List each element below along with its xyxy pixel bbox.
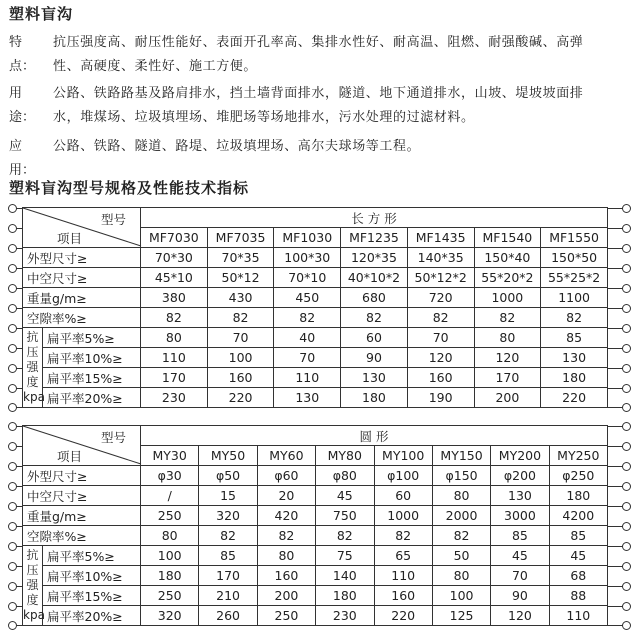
table1-cell: 380 [141, 288, 208, 308]
spec-title: 塑料盲沟型号规格及性能技术指标 [9, 179, 250, 197]
table2-strength-label [23, 546, 43, 626]
table2-cell: 4200 [549, 506, 607, 526]
table2-model-0: MY30 [141, 446, 199, 466]
rail-circle [8, 422, 17, 431]
strength-label-char: 度 [26, 375, 39, 389]
table-row [23, 506, 608, 526]
rail-circle [622, 442, 631, 451]
table2-header-diagonal-cell [23, 426, 141, 466]
table1-cell: 220 [207, 388, 274, 408]
table1-cell: 60 [341, 328, 408, 348]
table2-cell: 85 [491, 526, 549, 546]
table1-cell: 120 [474, 348, 541, 368]
table2-cell: 250 [257, 606, 315, 626]
table1-strength-row-label: 扁平率15%≥ [43, 368, 141, 388]
rail-circle [622, 522, 631, 531]
table-row [23, 268, 608, 288]
table2-cell: 110 [374, 566, 432, 586]
table2-cell: 80 [432, 566, 490, 586]
table1-cell: 50*12 [207, 268, 274, 288]
table2-cell: 250 [141, 506, 199, 526]
table2-cell: 20 [257, 486, 315, 506]
strength-label-char: 抗 [26, 330, 39, 344]
features-line-1: 抗压强度高、耐压性能好、表面开孔率高、集排水性好、耐高温、阻燃、耐强酸碱、高弹 [53, 35, 584, 50]
table1-cell: 720 [407, 288, 474, 308]
table2-cell: 50 [432, 546, 490, 566]
table1-cell: 70 [207, 328, 274, 348]
table2-shape-row [23, 426, 608, 446]
table2-strength-row-label: 扁平率15%≥ [43, 586, 141, 606]
table1-shape-row [23, 208, 608, 228]
rail-circle [8, 542, 17, 551]
table1-cell: 130 [274, 388, 341, 408]
rail-circle [8, 204, 17, 213]
table2-cell: 45 [316, 486, 374, 506]
rail-circle [8, 284, 17, 293]
table1-cell: 180 [541, 368, 608, 388]
table1-cell: 70 [407, 328, 474, 348]
table2-cell: 80 [141, 526, 199, 546]
rail-circle [622, 364, 631, 373]
table1-model-2: MF1030 [274, 228, 341, 248]
table1-cell: 70*30 [141, 248, 208, 268]
table1-cell: 150*50 [541, 248, 608, 268]
table-row [23, 328, 608, 348]
table2-cell: 130 [491, 486, 549, 506]
table2-model-3: MY80 [316, 446, 374, 466]
table2-cell: 160 [257, 566, 315, 586]
rail-circle [8, 324, 17, 333]
table2-strength-row-label: 扁平率20%≥ [43, 606, 141, 626]
table2-cell: φ100 [374, 466, 432, 486]
rail-circle [8, 304, 17, 313]
table1-cell: 120 [407, 348, 474, 368]
table1-row-label: 中空尺寸≥ [23, 268, 141, 288]
rail-circle [8, 621, 17, 630]
table2-cell: φ30 [141, 466, 199, 486]
table1-cell: 190 [407, 388, 474, 408]
rail-circle [622, 264, 631, 273]
strength-label-char: 强 [26, 360, 39, 374]
table2-cell: 15 [199, 486, 257, 506]
table2-cell: φ80 [316, 466, 374, 486]
table1-cell: 100 [207, 348, 274, 368]
table2-shape-label: 圆 形 [141, 426, 608, 446]
table2-cell: 230 [316, 606, 374, 626]
table-row [23, 526, 608, 546]
uses-line-1: 公路、铁路路基及路肩排水，挡土墙背面排水，隧道、地下通道排水，山坡、堤坡坡面排 [53, 86, 584, 101]
rail-circle [8, 224, 17, 233]
table2-cell: 45 [549, 546, 607, 566]
table2-cell: 68 [549, 566, 607, 586]
table1-model-1: MF7035 [207, 228, 274, 248]
table1-cell: 82 [141, 308, 208, 328]
table1-cell: 40*10*2 [341, 268, 408, 288]
features-label: 特点： [9, 35, 36, 74]
table2-cell: φ200 [491, 466, 549, 486]
table2-cell: 70 [491, 566, 549, 586]
table1-row-label: 外型尺寸≥ [23, 248, 141, 268]
rail-circle [622, 422, 631, 431]
table1-cell: 160 [407, 368, 474, 388]
table-row [23, 288, 608, 308]
table2-cell: 85 [199, 546, 257, 566]
table2-cell: 80 [257, 546, 315, 566]
table1-cell: 55*25*2 [541, 268, 608, 288]
table1-cell: 70*35 [207, 248, 274, 268]
table2-model-6: MY200 [491, 446, 549, 466]
strength-label-char: 度 [26, 593, 39, 607]
rail-circle [8, 602, 17, 611]
table1-cell: 1100 [541, 288, 608, 308]
table2-cell: 250 [141, 586, 199, 606]
table2-cell: φ150 [432, 466, 490, 486]
table1-cell: 150*40 [474, 248, 541, 268]
table2-cell: 180 [316, 586, 374, 606]
table1-model-5: MF1540 [474, 228, 541, 248]
strength-label-char: 压 [26, 345, 39, 359]
table2-cell: 100 [141, 546, 199, 566]
table1-model-3: MF1235 [341, 228, 408, 248]
strength-label-char: 压 [26, 563, 39, 577]
table2-cell: 82 [199, 526, 257, 546]
table1-cell: 180 [341, 388, 408, 408]
table2-cell: 170 [199, 566, 257, 586]
table-row [23, 368, 608, 388]
table1-row-label: 重量g/m≥ [23, 288, 141, 308]
rail-circle [8, 582, 17, 591]
table-row [23, 348, 608, 368]
table1-cell: 110 [141, 348, 208, 368]
table1-cell: 70 [274, 348, 341, 368]
table2-cell: 160 [374, 586, 432, 606]
rail-circle [622, 324, 631, 333]
rail-circle [8, 502, 17, 511]
table2-row-label: 外型尺寸≥ [23, 466, 141, 486]
table2-cell: 180 [549, 486, 607, 506]
rail-circle [622, 482, 631, 491]
table1-cell: 230 [141, 388, 208, 408]
table-row [23, 566, 608, 586]
rail-circle [622, 344, 631, 353]
rail-circle [622, 562, 631, 571]
table2-item-label: 项目 [57, 449, 83, 464]
table2-model-2: MY60 [257, 446, 315, 466]
table2-cell: φ50 [199, 466, 257, 486]
table2-model-1: MY50 [199, 446, 257, 466]
table2-cell: 420 [257, 506, 315, 526]
uses-label: 用途： [9, 86, 36, 125]
table2-row-label: 空隙率%≥ [23, 526, 141, 546]
table-row [23, 388, 608, 408]
table1-cell: 430 [207, 288, 274, 308]
strength-label-char: kpa [23, 390, 45, 404]
table1-cell: 82 [274, 308, 341, 328]
table2-cell: 210 [199, 586, 257, 606]
strength-label-char: 强 [26, 578, 39, 592]
table-row [23, 308, 608, 328]
table1-cell: 140*35 [407, 248, 474, 268]
page-title: 塑料盲沟 [9, 5, 74, 23]
spec-table-round [22, 425, 608, 626]
table2-cell: 65 [374, 546, 432, 566]
uses-line-2: 水，堆煤场、垃圾填埋场、堆肥场等场地排水，污水处理的过滤材料。 [53, 110, 475, 125]
table1-row-label: 空隙率%≥ [23, 308, 141, 328]
table2-strength-row-label: 扁平率10%≥ [43, 566, 141, 586]
table1-cell: 220 [541, 388, 608, 408]
table2-model-7: MY250 [549, 446, 607, 466]
table2-cell: 82 [432, 526, 490, 546]
table1-cell: 130 [341, 368, 408, 388]
rail-circle [622, 204, 631, 213]
spec-table-rectangular [22, 207, 608, 408]
table1-item-label: 项目 [57, 231, 83, 246]
table2-cell: 200 [257, 586, 315, 606]
rail-circle [8, 442, 17, 451]
rail-circle [8, 562, 17, 571]
table2-model-label: 型号 [101, 430, 127, 445]
apply-line: 公路、铁路、隧道、路堤、垃圾填埋场、高尔夫球场等工程。 [53, 139, 421, 154]
table1-cell: 170 [474, 368, 541, 388]
table1-strength-row-label: 扁平率20%≥ [43, 388, 141, 408]
table2-cell: 320 [141, 606, 199, 626]
table2-strength-row-label: 扁平率5%≥ [43, 546, 141, 566]
table2-cell: 260 [199, 606, 257, 626]
table1-strength-label [23, 328, 43, 408]
table2-cell: 90 [491, 586, 549, 606]
rail-circle [8, 264, 17, 273]
table1-cell: 80 [474, 328, 541, 348]
table1-cell: 100*30 [274, 248, 341, 268]
table2-cell: 3000 [491, 506, 549, 526]
rail-circle [622, 582, 631, 591]
table2-model-4: MY100 [374, 446, 432, 466]
table-row [23, 546, 608, 566]
table1-model-6: MF1550 [541, 228, 608, 248]
table1-cell: 90 [341, 348, 408, 368]
table1-cell: 82 [407, 308, 474, 328]
table2-cell: 125 [432, 606, 490, 626]
table2-cell: 80 [432, 486, 490, 506]
table1-cell: 70*10 [274, 268, 341, 288]
table2-cell: 82 [257, 526, 315, 546]
table1-shape-label: 长 方 形 [141, 208, 608, 228]
table2-cell: 45 [491, 546, 549, 566]
table1-cell: 170 [141, 368, 208, 388]
table1-cell: 82 [541, 308, 608, 328]
table2-cell: 1000 [374, 506, 432, 526]
table2-cell: 82 [316, 526, 374, 546]
table2-cell: 120 [491, 606, 549, 626]
table1-cell: 130 [541, 348, 608, 368]
rail-circle [622, 462, 631, 471]
table2-cell: 220 [374, 606, 432, 626]
table1-cell: 82 [341, 308, 408, 328]
rail-circle [8, 522, 17, 531]
table-row [23, 486, 608, 506]
rail-circle [622, 224, 631, 233]
rail-circle [622, 502, 631, 511]
table2-row-label: 重量g/m≥ [23, 506, 141, 526]
table2-cell: φ250 [549, 466, 607, 486]
table2-cell: 110 [549, 606, 607, 626]
rail-circle [622, 621, 631, 630]
rail-circle [8, 482, 17, 491]
table1-cell: 450 [274, 288, 341, 308]
table1-cell: 50*12*2 [407, 268, 474, 288]
rail-circle [622, 384, 631, 393]
table2-row-label: 中空尺寸≥ [23, 486, 141, 506]
table2-cell: 100 [432, 586, 490, 606]
table-row [23, 248, 608, 268]
table2-cell: 180 [141, 566, 199, 586]
rail-circle [8, 403, 17, 412]
table2-model-5: MY150 [432, 446, 490, 466]
table1-cell: 200 [474, 388, 541, 408]
features-line-2: 性、高硬度、柔性好、施工方便。 [53, 59, 258, 74]
table1-cell: 160 [207, 368, 274, 388]
strength-label-char: kpa [23, 608, 45, 622]
table1-strength-row-label: 扁平率10%≥ [43, 348, 141, 368]
table1-cell: 120*35 [341, 248, 408, 268]
table1-header-diagonal-cell [23, 208, 141, 248]
table-row [23, 606, 608, 626]
rail-circle [622, 403, 631, 412]
rail-circle [8, 344, 17, 353]
table1-cell: 80 [141, 328, 208, 348]
table1-model-4: MF1435 [407, 228, 474, 248]
table1-cell: 85 [541, 328, 608, 348]
table2-cell: 320 [199, 506, 257, 526]
table1-cell: 40 [274, 328, 341, 348]
rail-circle [8, 364, 17, 373]
table1-model-label: 型号 [101, 212, 127, 227]
rail-circle [622, 284, 631, 293]
table1-cell: 110 [274, 368, 341, 388]
table1-cell: 45*10 [141, 268, 208, 288]
table-row [23, 466, 608, 486]
table1-cell: 1000 [474, 288, 541, 308]
table2-cell: φ60 [257, 466, 315, 486]
rail-circle [622, 542, 631, 551]
table2-cell: 82 [374, 526, 432, 546]
rail-circle [622, 602, 631, 611]
table2-cell: 750 [316, 506, 374, 526]
apply-label: 应用： [9, 139, 36, 178]
table2-cell: 2000 [432, 506, 490, 526]
table1-cell: 680 [341, 288, 408, 308]
rail-circle [622, 304, 631, 313]
table2-cell: / [141, 486, 199, 506]
table1-cell: 82 [474, 308, 541, 328]
strength-label-char: 抗 [26, 548, 39, 562]
table2-cell: 140 [316, 566, 374, 586]
table-row [23, 586, 608, 606]
rail-circle [622, 244, 631, 253]
table2-cell: 75 [316, 546, 374, 566]
table2-cell: 85 [549, 526, 607, 546]
table1-strength-row-label: 扁平率5%≥ [43, 328, 141, 348]
rail-circle [8, 462, 17, 471]
rail-circle [8, 384, 17, 393]
table1-cell: 82 [207, 308, 274, 328]
table1-cell: 55*20*2 [474, 268, 541, 288]
table2-cell: 60 [374, 486, 432, 506]
rail-circle [8, 244, 17, 253]
table1-model-0: MF7030 [141, 228, 208, 248]
table2-cell: 88 [549, 586, 607, 606]
